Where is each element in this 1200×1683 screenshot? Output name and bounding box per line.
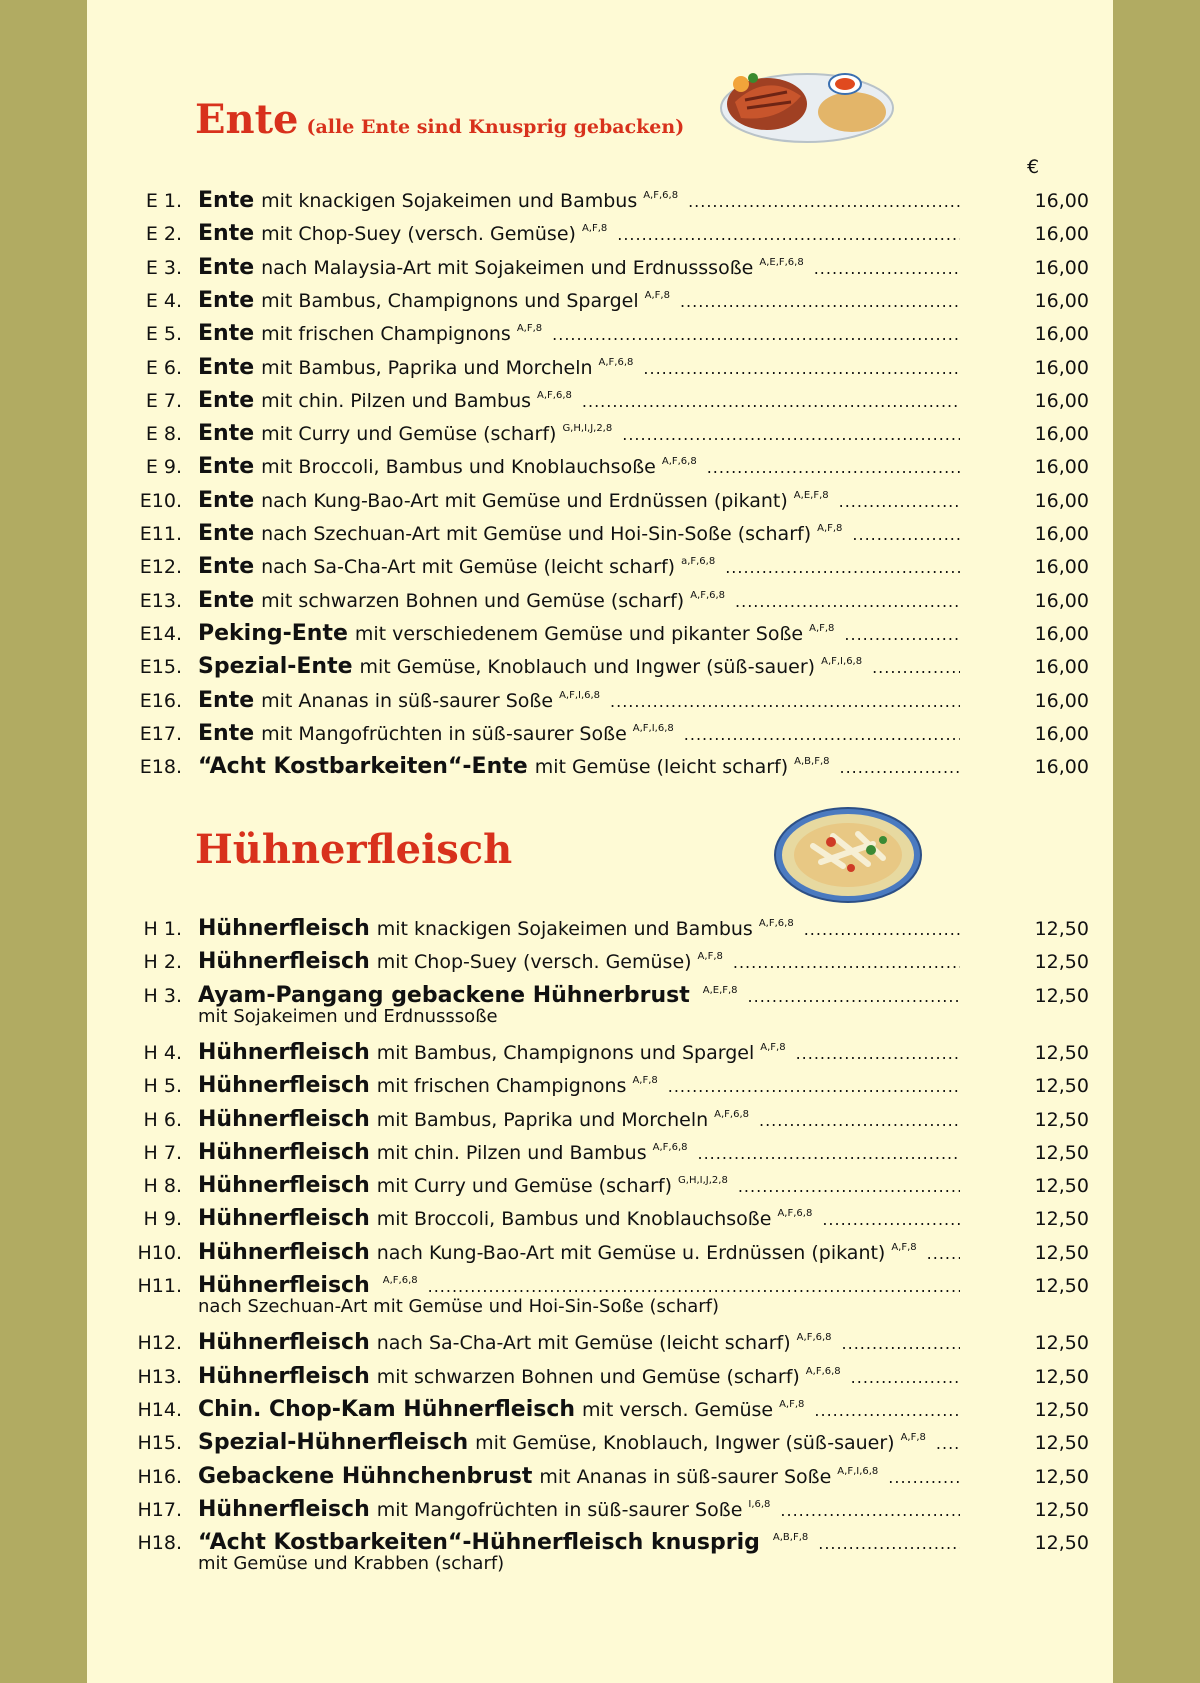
item-description xyxy=(198,1428,960,1462)
item-allergens: G,H,I,J,2,8 xyxy=(678,1175,728,1187)
item-price: 16,00 xyxy=(1034,256,1089,279)
item-text: mit Broccoli, Bambus und Knoblauchsoße xyxy=(376,1208,772,1231)
item-name: “Acht Kostbarkeiten“-Hühnerfleisch knusprig xyxy=(198,1530,760,1556)
item-allergens: A,F,I,6,8 xyxy=(821,656,863,668)
ente-title: Ente xyxy=(195,96,299,143)
item-code: H13. xyxy=(137,1365,182,1388)
menu-item-row xyxy=(87,353,1113,385)
item-name: Hühnerfleisch xyxy=(198,1173,370,1199)
menu-item-row xyxy=(87,1395,1113,1427)
item-name: Ente xyxy=(198,354,255,380)
item-name: Ente xyxy=(198,454,255,480)
item-allergens: A,F,I,6,8 xyxy=(559,689,601,701)
item-description xyxy=(198,519,960,553)
dot-leader xyxy=(814,1396,960,1426)
dot-leader xyxy=(842,1329,960,1359)
item-description xyxy=(198,686,960,720)
item-price: 12,50 xyxy=(1034,918,1089,940)
dot-leader xyxy=(552,320,960,350)
item-price: 16,00 xyxy=(1034,389,1089,412)
item-description xyxy=(198,914,960,948)
item-price: 16,00 xyxy=(1034,556,1089,579)
item-description xyxy=(198,1105,960,1139)
item-price: 16,00 xyxy=(1034,489,1089,512)
item-text: mit schwarzen Bohnen und Gemüse (scharf) xyxy=(376,1365,800,1388)
item-description xyxy=(198,1038,960,1072)
menu-item-row xyxy=(87,286,1113,318)
item-allergens: A,F,6,8 xyxy=(796,1332,832,1344)
item-name: Chin. Chop-Kam Hühnerfleisch xyxy=(198,1396,576,1422)
item-allergens: A,B,F,8 xyxy=(772,1532,809,1544)
item-description xyxy=(198,586,960,620)
item-price: 12,50 xyxy=(1034,1208,1089,1231)
item-price: 12,50 xyxy=(1034,1498,1089,1521)
menu-item-row xyxy=(87,914,1113,946)
item-text-line2: mit Gemüse und Krabben (scharf) xyxy=(198,1553,505,1575)
dot-leader xyxy=(927,1239,960,1269)
item-price: 16,00 xyxy=(1034,656,1089,679)
item-description xyxy=(198,419,960,453)
dot-leader xyxy=(840,753,961,783)
item-name: Hühnerfleisch xyxy=(198,1073,370,1099)
item-text: nach Kung-Bao-Art mit Gemüse und Erdnüssen (pikant) xyxy=(261,489,788,512)
item-text: mit Curry und Gemüse (scharf) xyxy=(376,1175,673,1198)
item-allergens: A,B,F,8 xyxy=(794,756,830,768)
item-allergens: G,H,I,J,2,8 xyxy=(562,423,613,435)
item-allergens: A,F,6,8 xyxy=(758,918,794,929)
item-name: Hühnerfleisch xyxy=(198,1139,370,1165)
dot-leader xyxy=(617,220,960,250)
menu-item-row xyxy=(87,1138,1113,1170)
menu-item-row xyxy=(87,1071,1113,1103)
dot-leader xyxy=(814,254,960,284)
item-code: H 8. xyxy=(143,1175,182,1198)
item-text: mit Broccoli, Bambus und Knoblauchsoße xyxy=(261,456,656,479)
item-price: 16,00 xyxy=(1034,356,1089,379)
item-code: E13. xyxy=(139,589,182,612)
item-description xyxy=(198,319,960,353)
item-name: Spezial-Ente xyxy=(198,654,353,680)
menu-item-row xyxy=(87,1171,1113,1203)
dot-leader xyxy=(796,1039,960,1069)
item-allergens: A,F,6,8 xyxy=(661,456,697,468)
item-text-line2: mit Sojakeimen und Erdnusssoße xyxy=(198,1005,498,1027)
dot-leader xyxy=(844,620,960,650)
item-name: Hühnerfleisch xyxy=(198,1496,370,1522)
item-text: mit verschiedenem Gemüse und pikanter Soße xyxy=(354,622,804,645)
item-description xyxy=(198,1462,960,1496)
menu-item-row xyxy=(87,619,1113,651)
item-allergens: A,F,6,8 xyxy=(537,389,572,401)
menu-item-row xyxy=(87,419,1113,451)
item-code: H 6. xyxy=(143,1108,182,1131)
item-code: E14. xyxy=(139,622,182,645)
item-description xyxy=(198,1238,960,1272)
dot-leader xyxy=(738,1172,960,1202)
item-code: E 1. xyxy=(145,190,182,212)
item-price: 16,00 xyxy=(1034,423,1089,446)
item-name: Ente xyxy=(198,221,255,247)
item-code: H14. xyxy=(137,1398,182,1421)
item-text: mit Gemüse (leicht scharf) xyxy=(534,756,789,779)
item-description xyxy=(198,353,960,387)
item-code: E 8. xyxy=(145,423,182,446)
item-code: H 5. xyxy=(143,1075,182,1098)
menu-item-row xyxy=(87,1495,1113,1527)
item-description xyxy=(198,186,960,220)
item-allergens: A,F,6,8 xyxy=(690,589,726,601)
item-allergens: A,F,I,6,8 xyxy=(632,722,674,734)
item-text: mit knackigen Sojakeimen und Bambus xyxy=(261,190,638,212)
item-name: Hühnerfleisch xyxy=(198,1239,370,1265)
item-name: Hühnerfleisch xyxy=(198,916,370,941)
menu-item-row xyxy=(87,253,1113,285)
dot-leader xyxy=(684,720,960,750)
dot-leader xyxy=(748,982,960,1012)
item-text: mit Mangofrüchten in süß-saurer Soße xyxy=(376,1498,743,1521)
item-code: H 2. xyxy=(143,951,182,974)
item-name: Hühnerfleisch xyxy=(198,1363,370,1389)
item-code: E 3. xyxy=(145,256,182,279)
item-allergens: a,F,6,8 xyxy=(681,556,716,568)
item-price: 16,00 xyxy=(1034,289,1089,312)
menu-item-row xyxy=(87,981,1113,1027)
item-description xyxy=(198,719,960,753)
item-price: 16,00 xyxy=(1034,689,1089,712)
dot-leader xyxy=(759,1106,960,1136)
menu-item-row xyxy=(87,1462,1113,1494)
item-code: E12. xyxy=(139,556,182,579)
item-allergens: A,F,6,8 xyxy=(805,1365,841,1377)
item-name: Ente xyxy=(198,554,255,580)
item-name: Peking-Ente xyxy=(198,620,348,646)
section-title-ente xyxy=(195,96,684,143)
dot-leader xyxy=(622,420,960,450)
menu-item-row xyxy=(87,1038,1113,1070)
dot-leader xyxy=(698,1139,961,1169)
item-code: E 9. xyxy=(145,456,182,479)
item-allergens: A,F,6,8 xyxy=(777,1208,813,1220)
item-text: mit chin. Pilzen und Bambus xyxy=(261,389,532,412)
menu-item-row xyxy=(87,1204,1113,1236)
menu-item-row xyxy=(87,1362,1113,1394)
item-text: mit chin. Pilzen und Bambus xyxy=(376,1141,647,1164)
item-price: 16,00 xyxy=(1034,190,1089,212)
item-text: mit frischen Champignons xyxy=(376,1075,627,1098)
dot-leader xyxy=(872,653,960,683)
item-allergens: A,F,8 xyxy=(644,289,670,301)
item-name: Hühnerfleisch xyxy=(198,1206,370,1232)
item-price: 16,00 xyxy=(1034,523,1089,545)
dot-leader xyxy=(818,1529,960,1559)
item-name: Ente xyxy=(198,254,255,280)
item-description xyxy=(198,253,960,287)
item-price: 12,50 xyxy=(1034,1332,1089,1355)
menu-page xyxy=(87,0,1113,1683)
item-allergens: A,F,8 xyxy=(697,951,723,963)
menu-item-row xyxy=(87,947,1113,979)
item-text: nach Sa-Cha-Art mit Gemüse (leicht scharf) xyxy=(261,556,676,579)
item-name: Hühnerfleisch xyxy=(198,1330,370,1356)
item-text: mit Curry und Gemüse (scharf) xyxy=(261,423,557,446)
item-name: Ente xyxy=(198,687,255,713)
item-price: 12,50 xyxy=(1034,1108,1089,1131)
item-price: 12,50 xyxy=(1034,1532,1089,1555)
menu-item-row xyxy=(87,1428,1113,1460)
item-price: 12,50 xyxy=(1034,1075,1089,1098)
item-description xyxy=(198,219,960,253)
item-name: Ente xyxy=(198,587,255,613)
item-allergens: A,F,8 xyxy=(900,1432,926,1444)
item-price: 12,50 xyxy=(1034,1175,1089,1198)
item-allergens: A,F,8 xyxy=(817,523,843,534)
menu-item-row xyxy=(87,452,1113,484)
item-description xyxy=(198,1071,960,1105)
item-price: 12,50 xyxy=(1034,984,1089,1007)
item-description xyxy=(198,552,960,586)
item-description xyxy=(198,486,960,520)
item-text: mit Bambus, Paprika und Morcheln xyxy=(376,1108,709,1131)
item-price: 12,50 xyxy=(1034,1465,1089,1488)
item-name: Gebackene Hühnchenbrust xyxy=(198,1463,533,1489)
item-name: Ente xyxy=(198,321,255,347)
dot-leader xyxy=(852,520,960,550)
item-text: mit versch. Gemüse xyxy=(582,1398,774,1421)
menu-item-row xyxy=(87,519,1113,551)
dot-leader xyxy=(643,354,960,384)
item-code: H17. xyxy=(137,1498,182,1521)
menu-item-row xyxy=(87,319,1113,351)
section-title-huhn: Hühnerfleisch xyxy=(195,826,513,873)
menu-item-row xyxy=(87,1328,1113,1360)
item-text: mit Chop-Suey (versch. Gemüse) xyxy=(261,223,576,246)
dot-leader xyxy=(610,687,960,717)
item-price: 12,50 xyxy=(1034,951,1089,974)
item-code: E10. xyxy=(139,489,182,512)
item-code: E17. xyxy=(139,722,182,745)
item-code: E 5. xyxy=(145,323,182,346)
item-name: Ente xyxy=(198,421,255,447)
item-name: Ente xyxy=(198,521,255,546)
item-price: 12,50 xyxy=(1034,1398,1089,1421)
item-text: mit Mangofrüchten in süß-saurer Soße xyxy=(261,722,627,745)
item-price: 12,50 xyxy=(1034,1241,1089,1264)
item-name: Ente xyxy=(198,720,255,746)
item-description xyxy=(198,1395,960,1429)
dot-leader xyxy=(680,287,960,317)
dot-leader xyxy=(888,1463,960,1493)
dot-leader xyxy=(936,1429,960,1459)
menu-item-row xyxy=(87,652,1113,684)
item-code: H11. xyxy=(137,1275,182,1297)
item-allergens: A,F,I,6,8 xyxy=(837,1465,879,1477)
item-code: E 2. xyxy=(145,223,182,246)
item-description xyxy=(198,1204,960,1238)
item-allergens: A,F,8 xyxy=(779,1398,805,1410)
item-code: E18. xyxy=(139,756,182,779)
item-price: 12,50 xyxy=(1034,1275,1089,1297)
item-description xyxy=(198,1328,960,1362)
item-price: 12,50 xyxy=(1034,1365,1089,1388)
item-text: mit Bambus, Paprika und Morcheln xyxy=(261,356,593,379)
dot-leader xyxy=(839,487,960,517)
item-price: 16,00 xyxy=(1034,589,1089,612)
item-code: H 7. xyxy=(143,1141,182,1164)
dot-leader xyxy=(780,1496,960,1526)
item-description xyxy=(198,947,960,981)
ente-subtitle: (alle Ente sind Knusprig gebacken) xyxy=(306,116,685,138)
menu-item-row xyxy=(87,1528,1113,1575)
item-code: H 1. xyxy=(143,918,182,940)
item-code: H15. xyxy=(137,1432,182,1455)
menu-item-row xyxy=(87,552,1113,584)
item-allergens: A,F,8 xyxy=(632,1075,658,1087)
chicken-dish-image xyxy=(773,806,923,904)
item-description xyxy=(198,1495,960,1529)
item-description xyxy=(198,619,960,653)
item-text: nach Sa-Cha-Art mit Gemüse (leicht scharf) xyxy=(376,1332,791,1355)
item-allergens: A,F,6,8 xyxy=(382,1275,418,1286)
item-allergens: A,F,6,8 xyxy=(714,1108,749,1120)
item-allergens: A,E,F,6,8 xyxy=(759,256,804,268)
menu-item-row xyxy=(87,486,1113,518)
item-allergens: A,F,8 xyxy=(581,223,608,235)
dot-leader xyxy=(668,1072,960,1102)
item-text: nach Kung-Bao-Art mit Gemüse u. Erdnüssen (pikant) xyxy=(376,1241,886,1264)
item-code: E15. xyxy=(139,656,182,679)
item-description xyxy=(198,286,960,320)
item-code: H 3. xyxy=(143,984,182,1007)
item-name: Ente xyxy=(198,487,255,513)
duck-dish-image xyxy=(717,62,897,146)
item-description xyxy=(198,1171,960,1205)
menu-item-row xyxy=(87,386,1113,418)
item-name: Ente xyxy=(198,387,255,413)
item-code: H16. xyxy=(137,1465,182,1488)
item-text: nach Malaysia-Art mit Sojakeimen und Erdnusssoße xyxy=(261,256,754,279)
dot-leader xyxy=(735,587,960,617)
item-name: Ente xyxy=(198,287,255,313)
item-name: Hühnerfleisch xyxy=(198,1039,370,1065)
dot-leader xyxy=(688,187,960,217)
item-text: mit frischen Champignons xyxy=(261,323,511,346)
dot-leader xyxy=(582,387,960,417)
item-price: 16,00 xyxy=(1034,756,1089,779)
item-allergens: A,F,8 xyxy=(760,1041,786,1053)
item-price: 16,00 xyxy=(1034,622,1089,645)
item-name: Ayam-Pangang gebackene Hühnerbrust xyxy=(198,982,690,1008)
item-allergens: A,F,8 xyxy=(891,1241,917,1253)
item-code: H10. xyxy=(137,1241,182,1264)
item-price: 16,00 xyxy=(1034,456,1089,479)
item-allergens: A,F,6,8 xyxy=(598,356,634,368)
item-text: mit Gemüse, Knoblauch und Ingwer (süß-sauer) xyxy=(359,656,816,679)
item-code: H 4. xyxy=(143,1041,182,1064)
item-name: Hühnerfleisch xyxy=(198,1106,370,1132)
currency-label: € xyxy=(1027,156,1040,178)
menu-item-row xyxy=(87,719,1113,751)
item-text: nach Szechuan-Art mit Gemüse und Hoi-Sin-Soße (scharf) xyxy=(261,523,812,545)
item-description xyxy=(198,1362,960,1396)
item-allergens: A,F,8 xyxy=(809,622,835,634)
item-code: E 6. xyxy=(145,356,182,379)
dot-leader xyxy=(733,948,960,978)
menu-item-row xyxy=(87,219,1113,251)
menu-item-row xyxy=(87,1238,1113,1270)
dot-leader xyxy=(822,1205,960,1235)
item-code: H 9. xyxy=(143,1208,182,1231)
item-text: mit Ananas in süß-saurer Soße xyxy=(539,1465,832,1488)
item-text: mit Ananas in süß-saurer Soße xyxy=(261,689,554,712)
item-allergens: A,F,6,8 xyxy=(652,1141,688,1153)
item-text: mit schwarzen Bohnen und Gemüse (scharf) xyxy=(261,589,685,612)
menu-item-row xyxy=(87,586,1113,618)
item-text: mit Bambus, Champignons und Spargel xyxy=(261,289,639,312)
item-text: mit Chop-Suey (versch. Gemüse) xyxy=(376,951,692,974)
item-text: mit Bambus, Champignons und Spargel xyxy=(376,1041,755,1064)
menu-item-row xyxy=(87,1271,1113,1317)
dot-leader xyxy=(707,453,960,483)
item-price: 12,50 xyxy=(1034,1041,1089,1064)
item-code: E 7. xyxy=(145,389,182,412)
item-allergens: I,6,8 xyxy=(748,1498,771,1510)
item-allergens: A,F,8 xyxy=(516,323,543,335)
dot-leader xyxy=(851,1363,960,1393)
item-name: Hühnerfleisch xyxy=(198,1273,370,1298)
dot-leader xyxy=(804,915,960,945)
item-code: E16. xyxy=(139,689,182,712)
item-price: 16,00 xyxy=(1034,223,1089,246)
item-text: mit knackigen Sojakeimen und Bambus xyxy=(376,918,753,940)
item-price: 12,50 xyxy=(1034,1432,1089,1455)
item-description xyxy=(198,752,960,786)
item-text: mit Gemüse, Knoblauch, Ingwer (süß-sauer) xyxy=(475,1432,895,1455)
item-price: 16,00 xyxy=(1034,323,1089,346)
menu-item-row xyxy=(87,1105,1113,1137)
item-name: Ente xyxy=(198,188,255,213)
item-allergens: A,F,6,8 xyxy=(643,190,679,201)
item-name: “Acht Kostbarkeiten“-Ente xyxy=(198,754,528,780)
item-allergens: A,E,F,8 xyxy=(702,984,738,996)
menu-item-row xyxy=(87,752,1113,784)
menu-item-row xyxy=(87,686,1113,718)
item-price: 12,50 xyxy=(1034,1141,1089,1164)
item-description xyxy=(198,1138,960,1172)
item-code: E11. xyxy=(139,523,182,545)
menu-item-row xyxy=(87,186,1113,218)
item-description xyxy=(198,386,960,420)
item-code: H12. xyxy=(137,1332,182,1355)
item-description xyxy=(198,652,960,686)
item-description xyxy=(198,452,960,486)
item-allergens: A,E,F,8 xyxy=(793,489,829,501)
item-text-line2: nach Szechuan-Art mit Gemüse und Hoi-Sin-Soße (scharf) xyxy=(198,1296,720,1317)
dot-leader xyxy=(725,553,960,583)
item-name: Hühnerfleisch xyxy=(198,949,370,975)
item-name: Spezial-Hühnerfleisch xyxy=(198,1430,469,1456)
item-code: E 4. xyxy=(145,289,182,312)
item-price: 16,00 xyxy=(1034,722,1089,745)
item-code: H18. xyxy=(137,1532,182,1555)
